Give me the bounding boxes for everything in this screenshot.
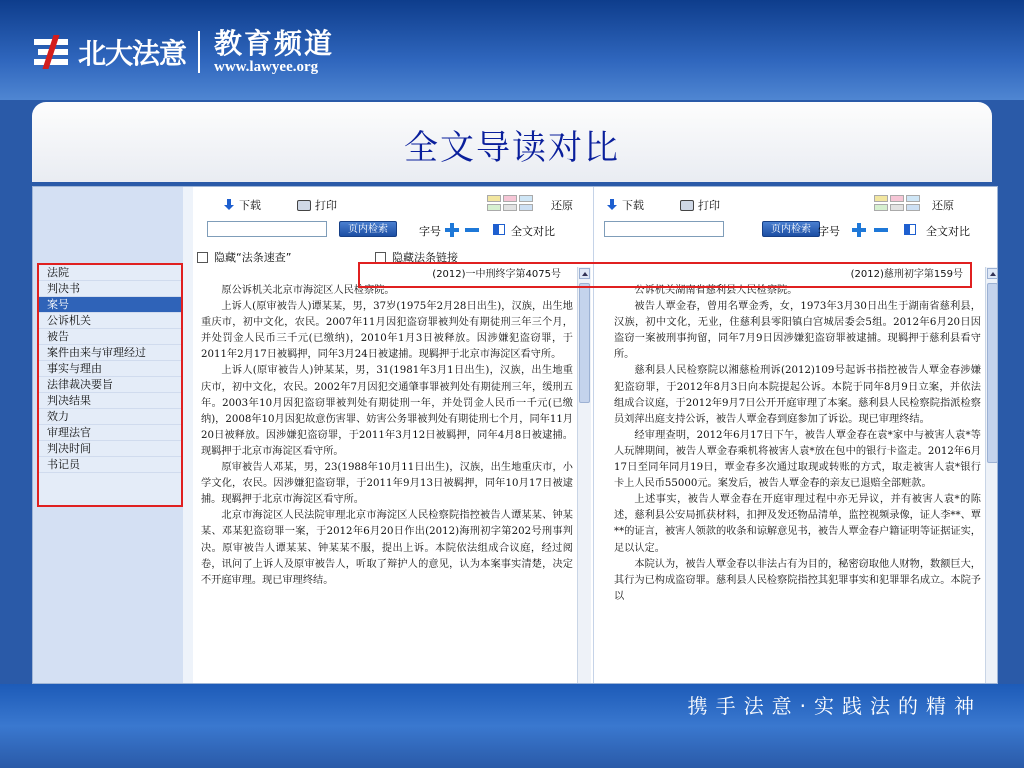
highlight-color-palette[interactable] (874, 195, 922, 213)
nav-item[interactable]: 法院 (39, 265, 181, 281)
doc-pane-right (593, 187, 998, 684)
compare-icon[interactable] (493, 224, 505, 235)
title-panel (32, 102, 992, 182)
document-paragraph: 公诉机关湖南省慈利县人民检察院。 (634, 285, 798, 296)
scrollbar-right[interactable] (985, 267, 998, 684)
document-body-left (201, 283, 573, 684)
highlight-color-palette[interactable] (487, 195, 535, 213)
swatch[interactable] (906, 204, 920, 211)
search-input[interactable] (604, 221, 724, 237)
nav-item[interactable]: 效力 (39, 409, 181, 425)
swatch[interactable] (503, 204, 517, 211)
print-label: 打印 (315, 199, 337, 212)
print-button[interactable] (680, 197, 720, 213)
restore-label: 还原 (932, 199, 954, 212)
brand-logo (34, 27, 335, 75)
nav-item[interactable]: 被告 (39, 329, 181, 345)
swatch[interactable] (906, 195, 920, 202)
nav-item[interactable]: 事实与理由 (39, 361, 181, 377)
download-icon (606, 199, 618, 211)
swatch[interactable] (503, 195, 517, 202)
scroll-thumb[interactable] (579, 283, 590, 403)
document-paragraph: 北京市海淀区人民法院审理北京市海淀区人民检察院指控被告人谭某某、钟某某、邓某犯盗窃罪一案，于2012年6月20日作出(2012)海刑初字第202号刑事判决。原审被告人谭某某、钟某某不服，提出上诉。本院依法组成合议庭，经过阅卷，讯问了上诉人及原审被告人，听取了辩护人的意见，认为本案事实清楚，决定不开庭审理。现已审理终结。 (201, 510, 573, 586)
search-input[interactable] (207, 221, 327, 237)
gutter (183, 187, 193, 684)
document-paragraph: 慈利县人民检察院以湘慈检刑诉(2012)109号起诉书指控被告人覃金春涉嫌犯盗窃罪，于2012年8月3日向本院提起公诉。本院于同年8月9日立案，并依法组成合议庭，于2012年9月7日公开开庭审理了本案。慈利县人民检察院指派检察员刘萍出庭支持公诉，被告人覃金春到庭参加了诉讼。现已审理终结。 (614, 365, 981, 425)
scrollbar-left[interactable] (577, 267, 591, 684)
app-screenshot (32, 186, 998, 684)
slogan: 携手法意·实践法的精神 (687, 694, 982, 718)
doc-pane-left (193, 187, 591, 684)
brand-channel: 教育频道 (214, 27, 335, 60)
case-number-left: (2012)一中刑终字第4075号 (432, 269, 561, 280)
header-band (0, 0, 1024, 100)
print-button[interactable] (297, 197, 337, 213)
document-paragraph: 上诉人(原审被告人)谭某某，男，37岁(1975年2月28日出生)，汉族，出生地重庆市，初中文化，农民。2007年11月因犯盗窃罪被判处有期徒刑三年三个月，并处罚金人民币三千元(已缴纳)，2010年1月3日被释放。因涉嫌犯盗窃罪，于2011年2月17日被羁押，同年3月24日被逮捕。现羁押于北京市海淀区看守所。 (201, 301, 573, 361)
download-icon (223, 199, 235, 211)
hide-quick-check-toggle[interactable] (197, 249, 291, 265)
nav-item[interactable]: 判决书 (39, 281, 181, 297)
swatch[interactable] (519, 204, 533, 211)
document-paragraph: 上述事实，被告人覃金春在开庭审理过程中亦无异议，并有被害人袁*的陈述，慈利县公安局抓获材料，扣押及发还物品清单，监控视频录像，证人李**、覃**的证言，被害人领款的收条和谅解意见书，被告人覃金春户籍证明等证据证实，足以认定。 (614, 494, 981, 554)
font-decrease-icon[interactable] (465, 228, 479, 232)
scroll-thumb[interactable] (987, 283, 998, 463)
case-number-right: (2012)慈刑初字第159号 (850, 269, 963, 280)
nav-item[interactable]: 判决结果 (39, 393, 181, 409)
document-paragraph: 原审被告人邓某，男，23(1988年10月11日出生)，汉族，出生地重庆市，小学文化，农民。因涉嫌犯盗窃罪，于2011年9月13日被羁押，同年10月17日被逮捕。现羁押于北京市海淀区看守所。 (201, 462, 573, 506)
swatch[interactable] (890, 195, 904, 202)
nav-list (37, 263, 183, 507)
search-button[interactable]: 页内检索 (339, 221, 397, 237)
document-paragraph: 被告人覃金春，曾用名覃金秀，女，1973年3月30日出生于湖南省慈利县，汉族，初中文化，无业，住慈利县零阳镇白宫城居委会5组。2012年6月20日因盗窃一案被刑事拘留，同年7月9日因涉嫌犯盗窃罪被逮捕。现羁押于慈利县看守所。 (614, 301, 981, 361)
compare-icon[interactable] (904, 224, 916, 235)
nav-item[interactable]: 书记员 (39, 457, 181, 473)
nav-item[interactable]: 审理法官 (39, 425, 181, 441)
search-button[interactable]: 页内检索 (762, 221, 820, 237)
compare-label[interactable]: 全文对比 (926, 225, 970, 238)
download-label: 下载 (622, 199, 644, 212)
print-label: 打印 (698, 199, 720, 212)
page-title: 全文导读对比 (404, 128, 620, 168)
nav-item[interactable]: 公诉机关 (39, 313, 181, 329)
compare-label[interactable]: 全文对比 (511, 225, 555, 238)
printer-icon (680, 200, 694, 211)
hide-quick-check-label: 隐藏“法条速查” (214, 251, 292, 264)
hide-links-label: 隐藏法条链接 (392, 251, 458, 264)
sidebar (33, 187, 183, 684)
footer-band (0, 684, 1024, 768)
restore-button[interactable] (551, 197, 573, 213)
swatch[interactable] (890, 204, 904, 211)
document-paragraph: 上诉人(原审被告人)钟某某，男，31(1981年3月1日出生)，汉族，出生地重庆市，初中文化，农民。2002年7月因犯交通肇事罪被判处有期徒刑三年，缓刑五年。2003年10月因犯盗窃罪被判处有期徒刑一年，并处罚金人民币一千元(已缴纳)，2008年10月因犯故意伤害罪、妨害公务罪被判处有期徒刑七个月，同年11月20日被释放。因涉嫌犯盗窃罪，于2011年3月12日被羁押，同年4月8日被逮捕。现羁押于北京市海淀区看守所。 (201, 365, 573, 457)
checkbox[interactable] (375, 252, 386, 263)
download-button[interactable] (606, 197, 644, 213)
document-body-right (614, 283, 981, 684)
nav-item[interactable]: 案号 (39, 297, 181, 313)
font-size-label: 字号 (818, 225, 840, 238)
nav-item[interactable]: 案件由来与审理经过 (39, 345, 181, 361)
download-button[interactable] (223, 197, 261, 213)
printer-icon (297, 200, 311, 211)
font-size-label: 字号 (419, 225, 441, 238)
document-paragraph: 本院认为，被告人覃金春以非法占有为目的，秘密窃取他人财物，数额巨大，其行为已构成盗窃罪。慈利县人民检察院指控其犯罪事实和犯罪罪名成立。本院予以 (614, 558, 981, 602)
document-paragraph: 原公诉机关北京市海淀区人民检察院。 (221, 285, 395, 296)
scroll-up-icon[interactable] (987, 268, 998, 279)
brand-divider (198, 31, 200, 73)
document-paragraph: 经审理查明，2012年6月17日下午，被告人覃金春在袁*家中与被害人袁*等人玩牌期间，被告人覃金春乘机将被害人袁*放在包中的银行卡盗走。2012年6月17日至同年同月19日，覃金春多次通过取现或转账的方式，取走被害人袁*银行卡上人民币55000元。案发后，被告人覃金春的亲友已退赔全部赃款。 (614, 429, 981, 490)
hide-links-toggle[interactable] (375, 249, 458, 265)
font-increase-icon[interactable] (852, 223, 866, 237)
download-label: 下载 (239, 199, 261, 212)
scroll-up-icon[interactable] (579, 268, 590, 279)
brand-url: www.lawyee.org (214, 59, 319, 75)
checkbox[interactable] (197, 252, 208, 263)
swatch[interactable] (487, 195, 501, 202)
swatch[interactable] (487, 204, 501, 211)
font-increase-icon[interactable] (445, 223, 459, 237)
nav-item[interactable]: 判决时间 (39, 441, 181, 457)
restore-label: 还原 (551, 199, 573, 212)
brand-mark-icon (34, 35, 72, 69)
font-decrease-icon[interactable] (874, 228, 888, 232)
swatch[interactable] (874, 195, 888, 202)
swatch[interactable] (874, 204, 888, 211)
restore-button[interactable] (932, 197, 954, 213)
brand-name: 北大法意 (78, 37, 187, 70)
swatch[interactable] (519, 195, 533, 202)
nav-item[interactable]: 法律裁决要旨 (39, 377, 181, 393)
